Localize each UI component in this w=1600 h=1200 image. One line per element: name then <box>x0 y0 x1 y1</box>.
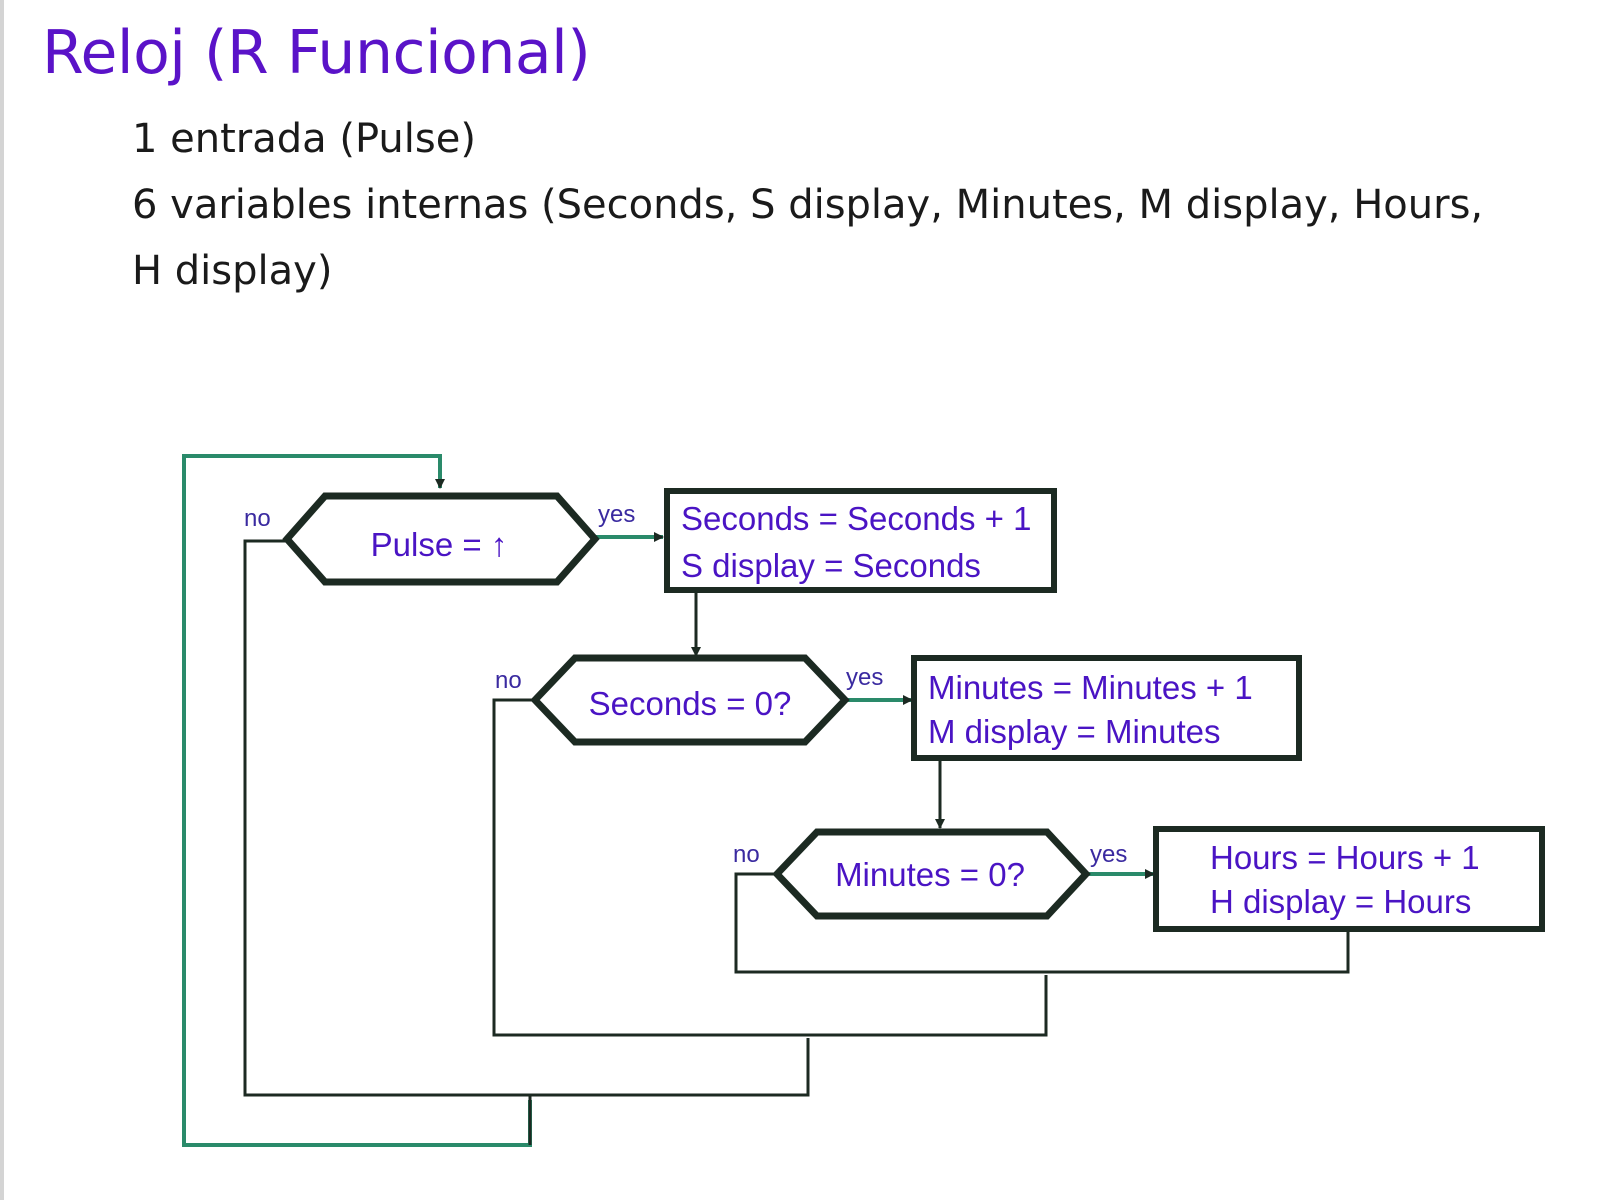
decision-minutes-yes: yes <box>1090 841 1128 868</box>
no-line-pulse <box>245 541 808 1095</box>
process-minutes-line1: Minutes = Minutes + 1 <box>928 669 1253 706</box>
decision-seconds-no: no <box>495 667 522 694</box>
decision-seconds-label: Seconds = 0? <box>588 685 792 722</box>
decision-pulse-label: Pulse = ↑ <box>370 526 508 563</box>
process-seconds-line2: S display = Seconds <box>681 547 981 584</box>
bullet-inputs: 1 entrada (Pulse) <box>132 116 476 162</box>
process-hours-line1: Hours = Hours + 1 <box>1210 839 1480 876</box>
process-minutes-line2: M display = Minutes <box>928 713 1221 750</box>
bullet-internal-vars-cont: H display) <box>132 248 333 294</box>
process-seconds <box>667 491 1054 590</box>
decision-pulse <box>244 496 635 582</box>
process-hours <box>1156 829 1542 929</box>
decision-pulse-no: no <box>244 505 271 532</box>
bullet-internal-vars: 6 variables internas (Seconds, S display, Minutes, M display, Hours, <box>132 182 1484 228</box>
decision-seconds <box>495 658 883 742</box>
decision-pulse-yes: yes <box>598 501 636 528</box>
decision-minutes <box>733 832 1127 916</box>
process-minutes <box>914 658 1299 758</box>
decision-seconds-yes: yes <box>846 664 884 691</box>
slide-title: Reloj (R Funcional) <box>42 18 591 88</box>
process-seconds-line1: Seconds = Seconds + 1 <box>681 500 1032 537</box>
decision-minutes-no: no <box>733 841 760 868</box>
process-hours-line2: H display = Hours <box>1210 883 1472 920</box>
decision-minutes-label: Minutes = 0? <box>835 856 1025 893</box>
